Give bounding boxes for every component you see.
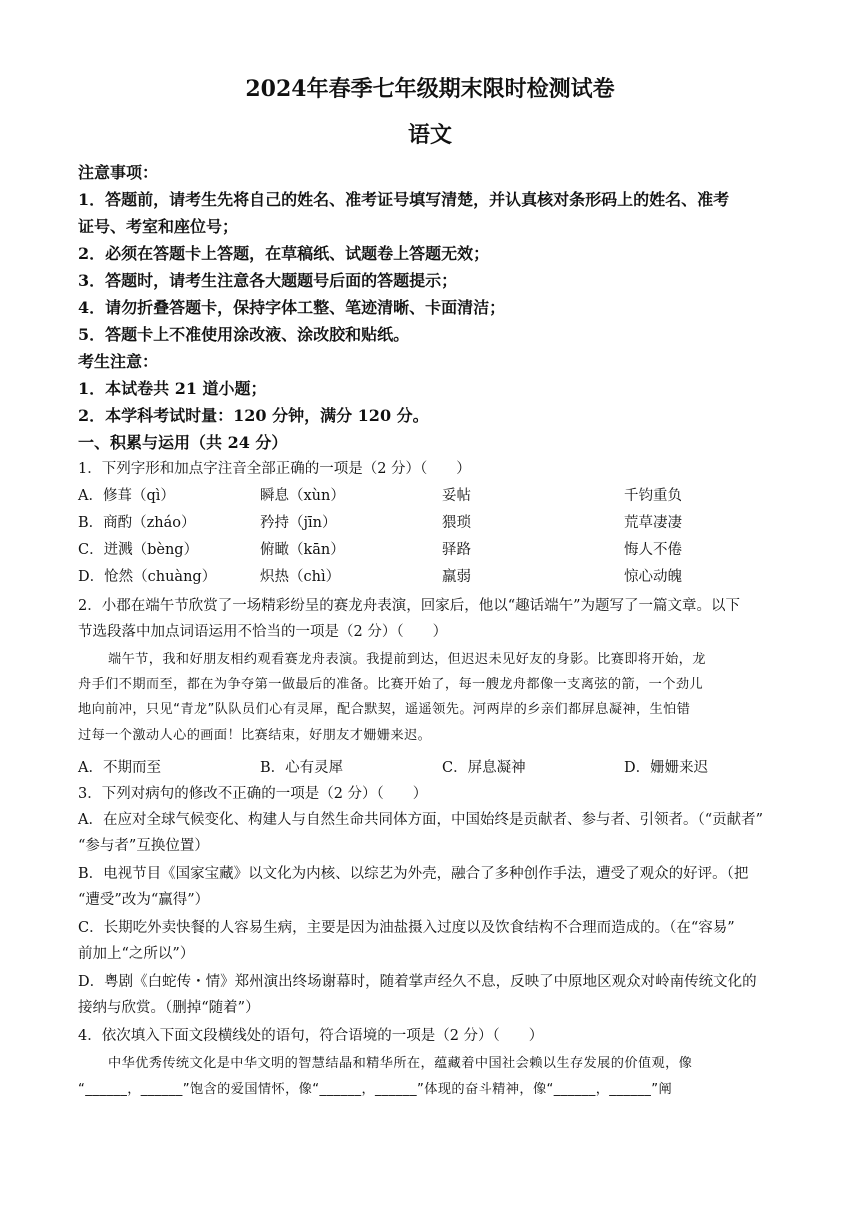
question-2-stem: 2．小郡在端午节欣赏了一场精彩纷呈的赛龙舟表演，回家后，他以“趣话端午”为题写了一篇文章。以下 [78,598,741,614]
q2-option: B．心有灵犀 [260,760,344,776]
q3-line: 前加上“之所以”） [78,946,195,962]
q1-option-cell: 炽热（chì） [260,569,341,585]
q3-line: B．电视节目《国家宝藏》以文化为内核、以综艺为外壳，融合了多种创作手法，遭受了观众的好评。（把 [78,866,749,882]
q2-option: C．屏息凝神 [442,760,526,776]
notice-item: 3．答题时，请考生注意各大题题号后面的答题提示； [78,271,458,290]
section-heading: 一、积累与运用（共 24 分） [78,433,288,452]
q2-passage-line: 端午节，我和好朋友相约观看赛龙舟表演。我提前到达，但迟迟未见好友的身影。比赛即将开始，龙 [108,652,706,667]
q1-option-cell: 瞬息（xùn） [260,488,345,504]
question-3-stem: 3．下列对病句的修改不正确的一项是（2 分）（ ） [78,786,428,802]
q1-option-cell: 俯瞰（kān） [260,542,345,558]
q4-passage-line: 中华优秀传统文化是中华文明的智慧结晶和精华所在，蕴藏着中国社会赖以生存发展的价值观，像 [108,1056,693,1071]
q3-line: C．长期吃外卖快餐的人容易生病，主要是因为油盐摄入过度以及饮食结构不合理而造成的。（在“容易” [78,920,735,936]
q1-option-cell: B．商酌（zháo） [78,515,196,531]
q2-passage-line: 过每一个激动人心的画面！比赛结束，好朋友才姗姗来迟。 [78,728,432,743]
notice-item: 2．必须在答题卡上答题，在草稿纸、试题卷上答题无效； [78,244,490,263]
candidate-notice-heading: 考生注意： [78,352,159,371]
q4-passage-line: “______，______”饱含的爱国情怀，像“______，______”体现的奋斗精神，像“______，______”阐 [78,1082,673,1097]
question-2-stem: 节选段落中加点词语运用不恰当的一项是（2 分）（ ） [78,624,448,640]
candidate-notice-item: 2．本学科考试时量：120 分钟，满分 120 分。 [78,406,429,425]
q1-option-cell: 荒草凄凄 [624,515,682,531]
q2-passage-line: 舟手们不期而至，都在为争夺第一做最后的准备。比赛开始了，每一艘龙舟都像一支离弦的箭，一个劲儿 [78,677,704,692]
q1-option-cell: A．修葺（qì） [78,488,175,504]
q1-option-cell: 妥帖 [442,488,471,504]
question-1-stem: 1．下列字形和加点字注音全部正确的一项是（2 分）（ ） [78,461,471,477]
q3-line: “参与者”互换位置） [78,838,209,854]
subject-title: 语文 [407,122,452,148]
q3-line: “遭受”改为“赢得”） [78,892,210,908]
question-4-stem: 4．依次填入下面文段横线处的语句，符合语境的一项是（2 分）（ ） [78,1028,544,1044]
notice-item: 证号、考室和座位号； [78,217,239,236]
q2-option: A．不期而至 [78,760,161,776]
notice-item: 4．请勿折叠答题卡，保持字体工整、笔迹清晰、卡面清洁； [78,298,506,317]
q3-line: A．在应对全球气候变化、构建人与自然生命共同体方面，中国始终是贡献者、参与者、引领者。（“贡献者” [78,812,764,828]
q1-option-cell: 矜持（jīn） [260,515,337,531]
notice-item: 5．答题卡上不准使用涂改液、涂改胶和贴纸。 [78,325,410,344]
notice-heading: 注意事项： [78,163,159,182]
page-title: 2024年春季七年级期末限时检测试卷 [245,76,615,102]
q1-option-cell: 惊心动魄 [624,569,682,585]
q3-line: 接纳与欣赏。（删掉“随着”） [78,1000,260,1016]
q1-option-cell: 猥琐 [442,515,471,531]
q1-option-cell: D．怆然（chuàng） [78,569,217,585]
q1-option-cell: 悔人不倦 [624,542,682,558]
q2-passage-line: 地向前冲，只见“青龙”队队员们心有灵犀，配合默契，遥遥领先。河两岸的乡亲们都屏息凝神，生怕错 [78,702,691,717]
q1-option-cell: C．迸溅（bèng） [78,542,199,558]
notice-item: 1．答题前，请考生先将自己的姓名、准考证号填写清楚，并认真核对条形码上的姓名、准考 [78,190,730,209]
q1-option-cell: 千钧重负 [624,488,682,504]
candidate-notice-item: 1．本试卷共 21 道小题； [78,379,267,398]
q2-option: D．姗姗来迟 [624,760,709,776]
q1-option-cell: 羸弱 [442,569,471,585]
q3-line: D．粤剧《白蛇传・情》郑州演出终场谢幕时，随着掌声经久不息，反映了中原地区观众对岭南传统文化的 [78,974,757,990]
q1-option-cell: 驿路 [442,542,471,558]
